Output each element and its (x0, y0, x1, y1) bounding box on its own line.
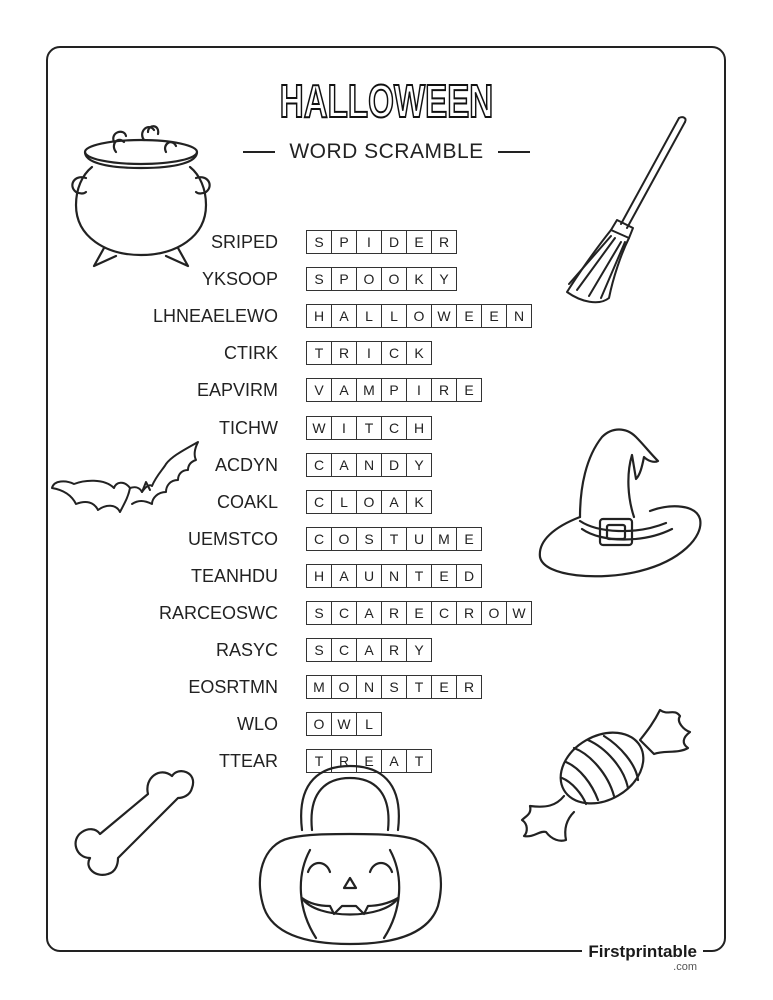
puzzle-row (0, 638, 773, 663)
answer-letter-box: O (356, 490, 382, 514)
brand-name: Firstprintable (588, 942, 697, 961)
scrambled-word: TTEAR (218, 751, 278, 772)
answer-letter-box: R (331, 749, 357, 773)
answer-letter-box: N (506, 304, 532, 328)
answer-letter-box: R (331, 341, 357, 365)
answer-letter-box: P (331, 230, 357, 254)
answer-letter-box: C (331, 601, 357, 625)
puzzle-row (0, 601, 773, 626)
answer-letter-box: W (331, 712, 357, 736)
answer-letter-box: V (306, 378, 332, 402)
answer-letter-box: M (431, 527, 457, 551)
answer-boxes (306, 304, 532, 328)
answer-letter-box: E (431, 675, 457, 699)
answer-letter-box: A (356, 601, 382, 625)
answer-letter-box: C (306, 527, 332, 551)
broom-icon (555, 112, 695, 302)
answer-letter-box: W (506, 601, 532, 625)
answer-letter-box: N (356, 453, 382, 477)
scrambled-word: EAPVIRM (196, 380, 278, 401)
answer-letter-box: E (406, 230, 432, 254)
answer-letter-box: K (406, 341, 432, 365)
answer-letter-box: I (331, 416, 357, 440)
scrambled-word: ACDYN (214, 454, 278, 475)
answer-letter-box: I (356, 341, 382, 365)
puzzle-row (0, 341, 773, 366)
answer-letter-box: H (306, 304, 332, 328)
answer-letter-box: L (356, 304, 382, 328)
scrambled-word: TICHW (219, 417, 278, 438)
answer-letter-box: O (381, 267, 407, 291)
answer-letter-box: Y (431, 267, 457, 291)
answer-letter-box: K (406, 267, 432, 291)
answer-letter-box: S (306, 601, 332, 625)
answer-letter-box: N (381, 564, 407, 588)
answer-letter-box: T (306, 341, 332, 365)
answer-letter-box: R (456, 601, 482, 625)
answer-boxes (306, 675, 482, 699)
answer-letter-box: A (356, 638, 382, 662)
answer-letter-box: T (381, 527, 407, 551)
answer-letter-box: A (381, 490, 407, 514)
scrambled-word: TEANHDU (190, 565, 278, 586)
scrambled-word: COAKL (216, 491, 278, 512)
answer-letter-box: C (306, 490, 332, 514)
answer-letter-box: C (331, 638, 357, 662)
answer-letter-box: H (306, 564, 332, 588)
answer-letter-box: E (456, 378, 482, 402)
scrambled-word: YKSOOP (201, 269, 278, 290)
answer-boxes (306, 378, 482, 402)
bat-icon (50, 430, 210, 535)
answer-letter-box: E (406, 601, 432, 625)
answer-letter-box: O (306, 712, 332, 736)
answer-boxes (306, 230, 457, 254)
answer-boxes (306, 712, 382, 736)
answer-letter-box: S (381, 675, 407, 699)
answer-letter-box: D (456, 564, 482, 588)
answer-letter-box: O (356, 267, 382, 291)
subtitle-rule-left (243, 151, 275, 153)
answer-letter-box: E (456, 304, 482, 328)
answer-letter-box: M (306, 675, 332, 699)
answer-boxes (306, 267, 457, 291)
answer-letter-box: I (356, 230, 382, 254)
answer-letter-box: C (381, 416, 407, 440)
answer-letter-box: C (381, 341, 407, 365)
scrambled-word: RASYC (215, 640, 278, 661)
brand-logo (582, 943, 703, 973)
answer-letter-box: R (456, 675, 482, 699)
answer-letter-box: W (431, 304, 457, 328)
answer-letter-box: H (406, 416, 432, 440)
answer-letter-box: O (481, 601, 507, 625)
answer-letter-box: A (331, 564, 357, 588)
answer-boxes (306, 490, 432, 514)
answer-letter-box: A (331, 453, 357, 477)
page-subtitle: WORD SCRAMBLE (289, 140, 484, 163)
puzzle-row (0, 304, 773, 329)
answer-letter-box: E (456, 527, 482, 551)
answer-letter-box: C (431, 601, 457, 625)
answer-letter-box: E (431, 564, 457, 588)
answer-letter-box: C (306, 453, 332, 477)
answer-boxes (306, 527, 482, 551)
answer-letter-box: W (306, 416, 332, 440)
answer-letter-box: R (431, 230, 457, 254)
answer-letter-box: U (406, 527, 432, 551)
answer-letter-box: E (356, 749, 382, 773)
answer-letter-box: M (356, 378, 382, 402)
answer-letter-box: Y (406, 638, 432, 662)
scrambled-word: RARCEOSWC (158, 603, 278, 623)
puzzle-row (0, 378, 773, 403)
answer-letter-box: P (331, 267, 357, 291)
answer-boxes (306, 341, 432, 365)
answer-letter-box: S (356, 527, 382, 551)
answer-letter-box: T (306, 749, 332, 773)
subtitle-rule-right (498, 151, 530, 153)
page-title: HALLOWEEN (279, 75, 494, 127)
scrambled-word: EOSRTMN (188, 677, 278, 698)
answer-letter-box: T (356, 416, 382, 440)
scrambled-word: SRIPED (210, 232, 278, 252)
answer-letter-box: R (381, 638, 407, 662)
answer-letter-box: L (356, 712, 382, 736)
answer-boxes (306, 564, 482, 588)
answer-letter-box: N (356, 675, 382, 699)
cauldron-icon (66, 112, 216, 272)
answer-boxes (306, 416, 432, 440)
answer-letter-box: D (381, 230, 407, 254)
witch-hat-icon (536, 425, 706, 585)
answer-boxes (306, 453, 432, 477)
answer-letter-box: A (331, 378, 357, 402)
answer-letter-box: A (331, 304, 357, 328)
answer-boxes (306, 601, 532, 625)
answer-letter-box: S (306, 230, 332, 254)
scrambled-word: WLO (236, 714, 278, 735)
answer-letter-box: T (406, 749, 432, 773)
bone-icon (70, 760, 200, 890)
candy-icon (518, 688, 698, 848)
answer-letter-box: S (306, 267, 332, 291)
answer-letter-box: O (406, 304, 432, 328)
answer-letter-box: Y (406, 453, 432, 477)
answer-letter-box: E (481, 304, 507, 328)
scrambled-word: UEMSTCO (188, 528, 278, 549)
answer-letter-box: L (331, 490, 357, 514)
answer-letter-box: L (381, 304, 407, 328)
answer-letter-box: D (381, 453, 407, 477)
answer-letter-box: S (306, 638, 332, 662)
answer-letter-box: P (381, 378, 407, 402)
answer-boxes (306, 638, 432, 662)
answer-letter-box: A (381, 749, 407, 773)
answer-letter-box: K (406, 490, 432, 514)
pumpkin-basket-icon (250, 760, 450, 950)
answer-letter-box: O (331, 527, 357, 551)
answer-letter-box: T (406, 675, 432, 699)
answer-letter-box: R (381, 601, 407, 625)
scrambled-word: CTIRK (224, 343, 278, 364)
scrambled-word: LHNEAELEWO (152, 306, 278, 327)
answer-letter-box: U (356, 564, 382, 588)
answer-letter-box: R (431, 378, 457, 402)
answer-letter-box: I (406, 378, 432, 402)
answer-letter-box: O (331, 675, 357, 699)
brand-domain: .com (673, 961, 697, 973)
answer-letter-box: T (406, 564, 432, 588)
